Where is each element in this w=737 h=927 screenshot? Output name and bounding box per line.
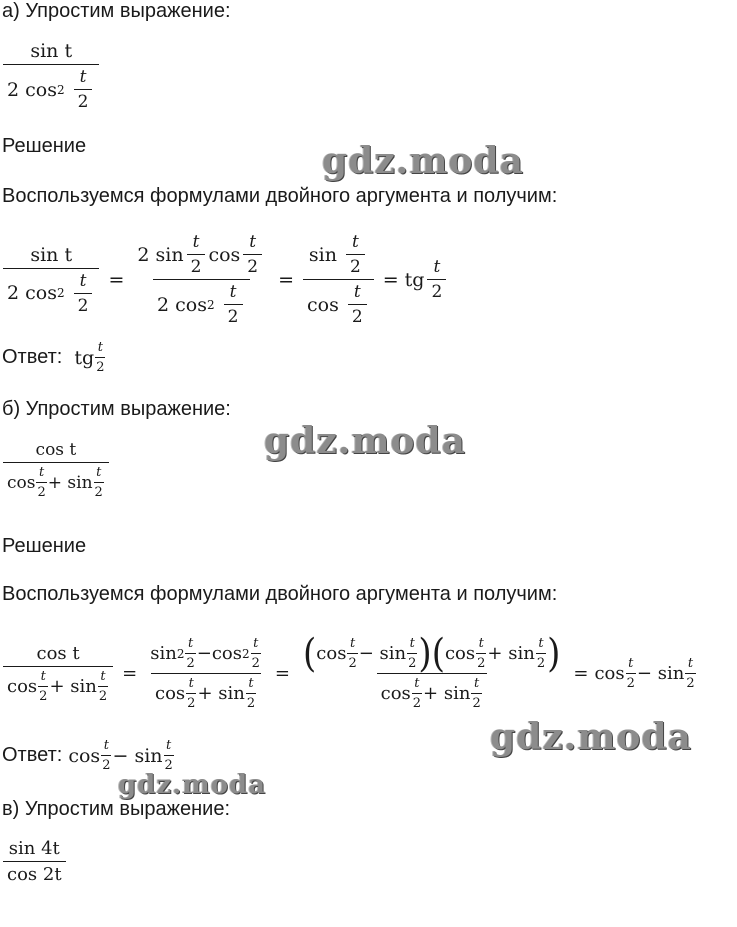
part-b-method-text: Воспользуемся формулами двойного аргумента и получим:: [2, 583, 558, 605]
part-a-heading: а) Упростим выражение:: [2, 0, 231, 22]
part-b-heading: б) Упростим выражение:: [2, 398, 231, 420]
part-c-heading: в) Упростим выражение:: [2, 798, 231, 820]
part-a-derivation: sin t 2 cos 2 $\frac{t}{2}$ = 2 sin $\frac{t}{2}$ cos $\frac{t}{2}$ 2 cos 2 $\frac{t}{2}$ = sin $\frac{t}{2}$ cos $\frac{t}{2}$ = tg $\frac{t}{2}$: [0, 232, 449, 327]
part-a-method-text: Воспользуемся формулами двойного аргумента и получим:: [2, 185, 558, 207]
watermark: gdz.moda: [118, 770, 267, 800]
watermark: gdz.moda: [322, 140, 524, 182]
watermark: gdz.moda: [490, 716, 692, 758]
part-c-expression: $\frac{\sin 4t}{\cos 2t}$: [0, 838, 69, 885]
part-b-derivation: cos t cos $\frac{t}{2}$ + sin $\frac{t}{2}$ = sin 2 $\frac{t}{2}$ − cos 2 $\frac{t}{2}$ cos $\frac{t}{2}$ + sin $\frac{t}{2}$ = ( cos $\frac{t}{2}$ − sin $\frac{t}{2}$ ) ( cos $\frac{t}{2}$ + sin $\frac{t}{2}$ ) cos $\frac{t}{2}$ + sin $\frac{t}{2}$ = cos $\frac{t}{2}$ − sin $\frac{t}{2}$: [0, 636, 697, 711]
part-a-answer: Ответ: tg $\frac{t}{2}$: [2, 340, 105, 375]
part-a-expression: [0, 40, 102, 112]
watermark: gdz.moda: [264, 420, 466, 462]
part-b-answer: Ответ: cos $\frac{t}{2}$ − sin $\frac{t}{2}$: [2, 738, 173, 773]
part-b-solution-label: Решение: [2, 535, 87, 557]
part-b-expression: cos t cos $\frac{t}{2}$ + sin $\frac{t}{2}$: [0, 440, 112, 500]
part-a-solution-label: Решение: [2, 135, 87, 157]
fraction: sin t 2 cos 2 $\frac{t}{2}$: [3, 40, 99, 112]
